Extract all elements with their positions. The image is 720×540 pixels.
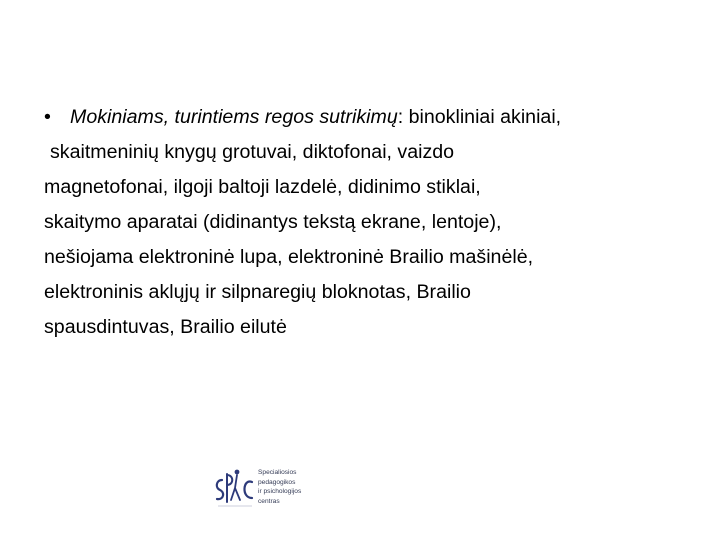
spc-logo (212, 466, 322, 526)
text-line-4: skaitymo aparatai (didinantys tekstą ekrane, lentoje), (44, 211, 502, 233)
bullet-paragraph (44, 100, 694, 345)
logo-line-1: Specialiosios (258, 469, 297, 476)
text-line-1 (44, 100, 694, 135)
logo-wordmark (258, 468, 301, 506)
lead-italic-text: Mokiniams, turintiems regos sutrikimų (70, 106, 398, 128)
bullet-marker: • (44, 106, 51, 128)
spc-logo-mark-icon (212, 466, 258, 522)
text-line-5: nešiojama elektroninė lupa, elektroninė Brailio mašinėlė, (44, 246, 534, 268)
text-line-7: spausdintuvas, Brailio eilutė (44, 316, 287, 338)
logo-line-2: pedagogikos (258, 478, 296, 486)
text-line-2: skaitmeninių knygų grotuvai, diktofonai, vaizdo (50, 141, 455, 163)
logo-line-3: ir psichologijos (258, 488, 302, 496)
text-line-6: elektroninis aklųjų ir silpnaregių bloknotas, Brailio (44, 281, 471, 303)
line1-rest-text: : binokliniai akiniai, (397, 106, 562, 128)
logo-line-4: centras (258, 497, 280, 505)
text-line-3: magnetofonai, ilgoji baltoji lazdelė, didinimo stiklai, (44, 176, 481, 198)
